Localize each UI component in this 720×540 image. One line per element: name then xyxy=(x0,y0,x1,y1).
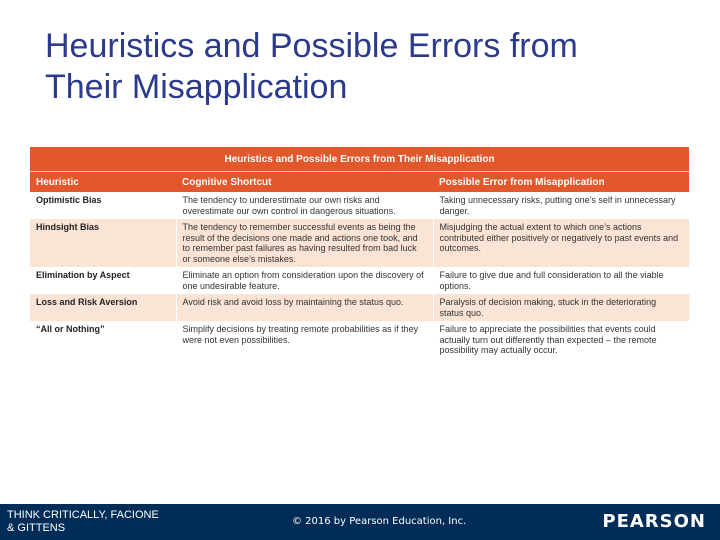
footer-book-line-2: & GITTENS xyxy=(7,522,66,534)
table-header-row xyxy=(30,172,689,193)
table-row xyxy=(30,321,689,359)
heuristics-table-container xyxy=(30,147,689,359)
shortcut-cell: Eliminate an option from consideration upon the discovery of one undesirable feature. xyxy=(176,267,433,294)
footer-bar xyxy=(0,504,720,540)
column-header-possible-error: Possible Error from Misapplication xyxy=(433,172,689,193)
table-caption-row xyxy=(30,147,689,172)
error-cell: Paralysis of decision making, stuck in the deteriorating status quo. xyxy=(433,294,689,321)
heuristics-table xyxy=(30,147,690,359)
error-cell: Misjudging the actual extent to which one’s actions contributed either positively or negatively to past events and outcomes. xyxy=(433,219,689,267)
table-row xyxy=(30,219,689,267)
column-header-heuristic: Heuristic xyxy=(30,172,176,193)
heuristic-cell: Optimistic Bias xyxy=(30,192,176,219)
table-row xyxy=(30,294,689,321)
slide-title xyxy=(45,26,685,108)
table-row xyxy=(30,267,689,294)
title-line-2: Their Misapplication xyxy=(45,68,348,106)
pearson-logo: PEARSON xyxy=(602,511,706,532)
shortcut-cell: The tendency to underestimate our own risks and overestimate our own control in dangerous situations. xyxy=(176,192,433,219)
heuristic-cell: Elimination by Aspect xyxy=(30,267,176,294)
shortcut-cell: Simplify decisions by treating remote probabilities as if they were not even possibilities. xyxy=(176,321,433,359)
error-cell: Taking unnecessary risks, putting one’s self in unnecessary danger. xyxy=(433,192,689,219)
error-cell: Failure to appreciate the possibilities that events could actually turn out differently than expected – the remote possibility may actually occur. xyxy=(433,321,689,359)
footer-book-title xyxy=(7,509,207,535)
table-row xyxy=(30,192,689,219)
title-line-1: Heuristics and Possible Errors from xyxy=(45,27,578,65)
shortcut-cell: Avoid risk and avoid loss by maintaining the status quo. xyxy=(176,294,433,321)
shortcut-cell: The tendency to remember successful events as being the result of the decisions one made and actions one took, and to remember past failures as having resulted from bad luck or someone else’s mistakes. xyxy=(176,219,433,267)
footer-book-line-1: THINK CRITICALLY, FACIONE xyxy=(7,509,159,521)
table-caption: Heuristics and Possible Errors from Their Misapplication xyxy=(30,147,689,172)
heuristic-cell: “All or Nothing” xyxy=(30,321,176,359)
footer-copyright: © 2016 by Pearson Education, Inc. xyxy=(292,516,467,527)
heuristic-cell: Hindsight Bias xyxy=(30,219,176,267)
heuristic-cell: Loss and Risk Aversion xyxy=(30,294,176,321)
error-cell: Failure to give due and full consideration to all the viable options. xyxy=(433,267,689,294)
column-header-cognitive-shortcut: Cognitive Shortcut xyxy=(176,172,433,193)
